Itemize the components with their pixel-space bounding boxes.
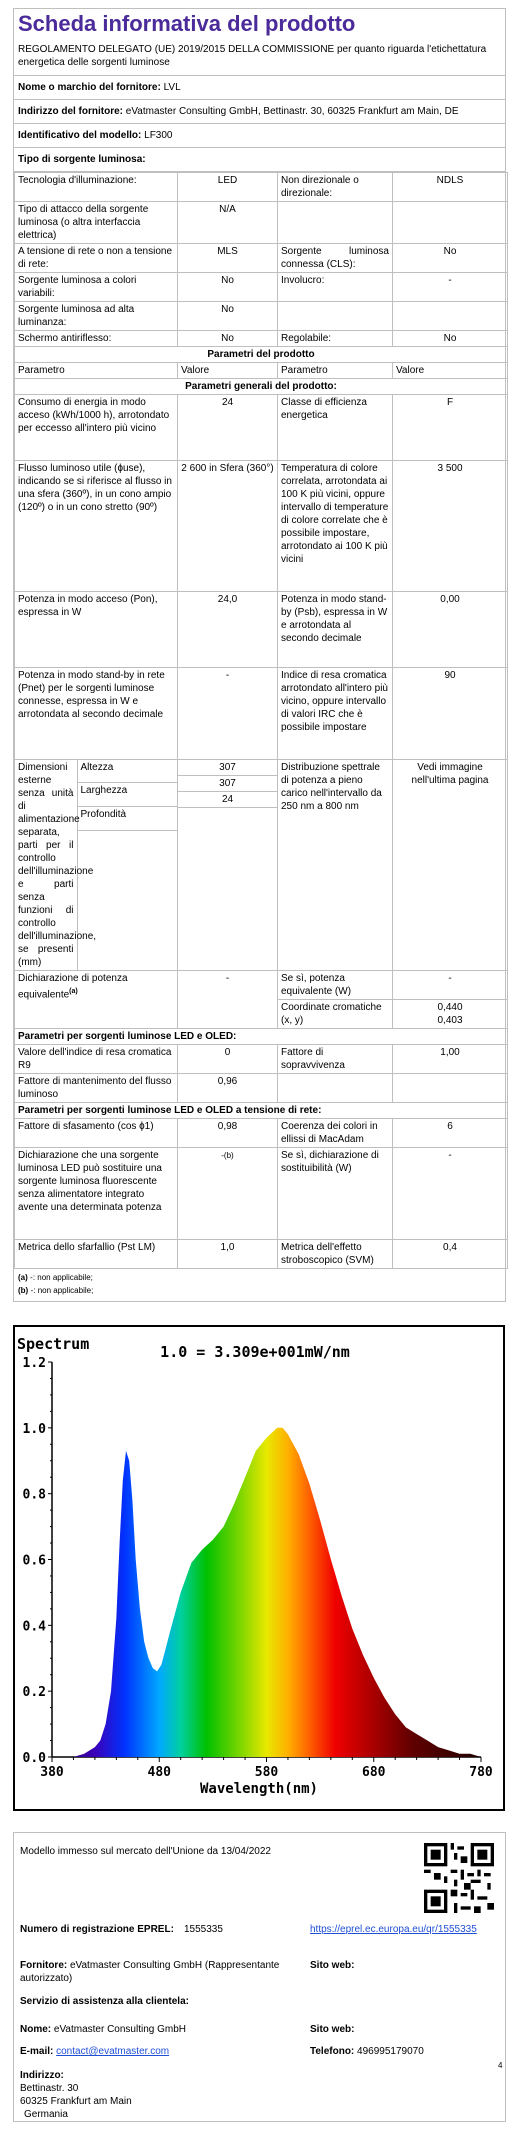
equivalent-power-row — [15, 971, 508, 1000]
params-heading-row — [15, 347, 508, 363]
chroma-y: 0,403 — [437, 1015, 463, 1026]
mains-param-row — [15, 1119, 508, 1148]
source-value: No — [178, 273, 278, 302]
address-line-3: Germania — [24, 2109, 68, 2120]
param-value: 3 500 — [393, 461, 508, 592]
led-param-row — [15, 1074, 508, 1103]
y-tick-label: 1.2 — [22, 1356, 46, 1371]
supplier-address-value: eVatmaster Consulting GmbH, Bettinastr. 30, 60325 Frankfurt am Main, DE — [125, 106, 459, 117]
spd-value: Vedi immagine nell'ultima pagina — [393, 760, 508, 971]
source-label: Sorgente luminosa a colori variabili: — [15, 273, 178, 302]
model-id-row — [14, 124, 505, 148]
chroma-label: Coordinate cromatiche (x, y) — [278, 1000, 393, 1029]
x-tick-label: 580 — [254, 1765, 279, 1780]
dimensions-cell — [15, 760, 178, 971]
mains-param-label: Dichiarazione che una sorgente luminosa LED può sostituire una sorgente luminosa fluorescente senza alimentatore integrato avente una determinata potenza — [15, 1148, 178, 1240]
source-value: NDLS — [393, 173, 508, 202]
footer-supplier-value: eVatmaster Consulting GmbH (Rappresentante autorizzato) — [20, 1960, 280, 1984]
equiv-label-cell — [15, 971, 178, 1029]
footnote-b — [18, 1284, 501, 1297]
source-label: Sorgente luminosa ad alta luminanza: — [15, 302, 178, 331]
service-name-value: eVatmaster Consulting GmbH — [53, 2024, 186, 2035]
supplier-address-row — [14, 100, 505, 124]
dimension-value: 307 — [178, 776, 277, 792]
eprel-value: 1555335 — [184, 1924, 223, 1935]
mains-params-heading: Parametri per sorgenti luminose LED e OLED a tensione di rete: — [15, 1103, 508, 1119]
source-label: Sorgente luminosa connessa (CLS): — [278, 244, 393, 273]
param-value: 0,00 — [393, 592, 508, 668]
y-tick-label: 0.8 — [22, 1487, 46, 1503]
supplier-name-value: LVL — [163, 82, 181, 93]
col-value-header: Valore — [393, 363, 508, 379]
param-value: - — [178, 668, 278, 760]
led-params-heading-row — [15, 1029, 508, 1045]
param-row — [15, 461, 508, 592]
mains-param-label: Fattore di sfasamento (cos ɸ1) — [15, 1119, 178, 1148]
led-params-heading: Parametri per sorgenti luminose LED e OLED: — [15, 1029, 508, 1045]
mains-param-label: Metrica dell'effetto stroboscopico (SVM) — [278, 1240, 393, 1269]
source-type-table — [14, 172, 508, 1269]
page-number: 4 — [498, 2061, 503, 2070]
phone-line — [310, 2045, 424, 2058]
supplier-name-row — [14, 76, 505, 100]
dimension-name: Altezza — [77, 760, 178, 783]
x-tick-label: 780 — [469, 1765, 493, 1780]
product-sheet — [13, 8, 506, 1302]
supplier-address-label: Indirizzo del fornitore: — [18, 106, 123, 117]
address-line-1: Bettinastr. 30 — [20, 2083, 79, 2094]
led-param-label — [278, 1074, 393, 1103]
chart-title: Spectrum — [17, 1335, 90, 1353]
spectrum-area — [52, 1428, 481, 1757]
address-line-2: 60325 Frankfurt am Main — [20, 2096, 132, 2107]
source-row — [15, 202, 508, 244]
source-value: No — [178, 302, 278, 331]
source-row — [15, 331, 508, 347]
dimension-value: 307 — [178, 760, 277, 776]
param-value: 2 600 in Sfera (360°) — [178, 461, 278, 592]
general-params-heading: Parametri generali del prodotto: — [15, 379, 508, 395]
equiv-label: Dichiarazione di potenza equivalente — [18, 973, 128, 1001]
footnote-a-mark: (a) — [18, 1273, 28, 1282]
param-label: Flusso luminoso utile (ɸuse), indicando se si riferisce al flusso in una sfera (360º), in un cono ampio (120º) o in un cono stretto (90º) — [15, 461, 178, 592]
param-label: Potenza in modo stand-by (Psb), espressa in W e arrotondata al secondo decimale — [278, 592, 393, 668]
source-value: - — [393, 273, 508, 302]
param-row — [15, 668, 508, 760]
source-value: MLS — [178, 244, 278, 273]
email-line — [20, 2045, 169, 2058]
dimension-values-cell — [178, 760, 278, 971]
email-link[interactable]: contact@evatmaster.com — [56, 2046, 170, 2057]
source-value: LED — [178, 173, 278, 202]
source-row — [15, 302, 508, 331]
led-param-label: Valore dell'indice di resa cromatica R9 — [15, 1045, 178, 1074]
source-label — [278, 202, 393, 244]
footnote-b-text: -: non applicabile; — [30, 1286, 94, 1295]
market-text: Modello immesso sul mercato dell'Unione da 13/04/2022 — [20, 1846, 271, 1857]
source-value: N/A — [178, 202, 278, 244]
supplier-line — [20, 1959, 300, 1985]
phone-value: 496995179070 — [357, 2046, 424, 2057]
chart-scale-note: 1.0 = 3.309e+001mW/nm — [160, 1343, 350, 1361]
param-label: Potenza in modo stand-by in rete (Pnet) per le sorgenti luminose connesse, espressa in W e arrotondata al secondo decimale — [15, 668, 178, 760]
source-label: Schermo antiriflesso: — [15, 331, 178, 347]
eprel-label: Numero di registrazione EPREL: — [20, 1924, 174, 1935]
mains-params-heading-row — [15, 1103, 508, 1119]
mains-param-label: Coerenza dei colori in ellissi di MacAdam — [278, 1119, 393, 1148]
param-label: Consumo di energia in modo acceso (kWh/1000 h), arrotondato per eccesso all'intero più vicino — [15, 395, 178, 461]
address-label: Indirizzo: — [20, 2070, 64, 2081]
param-value: 24 — [178, 395, 278, 461]
led-param-value — [393, 1074, 508, 1103]
param-label: Potenza in modo acceso (Pon), espressa in W — [15, 592, 178, 668]
params-column-header-row — [15, 363, 508, 379]
led-param-value: 0,96 — [178, 1074, 278, 1103]
footnote-a-text: -: non applicabile; — [30, 1273, 93, 1282]
param-value: F — [393, 395, 508, 461]
led-param-value: 1,00 — [393, 1045, 508, 1074]
col-param-header: Parametro — [15, 363, 178, 379]
mains-param-value: -(b) — [178, 1148, 278, 1240]
chroma-values — [393, 1000, 508, 1029]
source-label — [278, 302, 393, 331]
x-tick-label: 680 — [362, 1765, 386, 1780]
param-value: 90 — [393, 668, 508, 760]
source-row — [15, 173, 508, 202]
spectrum-chart-svg — [15, 1327, 503, 1809]
service-name-label: Nome: — [20, 2024, 52, 2035]
dimensions-row — [15, 760, 508, 971]
y-tick-label: 1.0 — [22, 1421, 46, 1437]
source-value — [393, 202, 508, 244]
spd-label: Distribuzione spettrale di potenza a pieno carico nell'intervallo da 250 nm a 800 nm — [278, 760, 393, 971]
source-label: Tipo di attacco della sorgente luminosa (o altra interfaccia elettrica) — [15, 202, 178, 244]
eprel-link[interactable]: https://eprel.ec.europa.eu/qr/1555335 — [310, 1924, 477, 1935]
source-label: A tensione di rete o non a tensione di rete: — [15, 244, 178, 273]
source-label: Regolabile: — [278, 331, 393, 347]
source-value: No — [393, 331, 508, 347]
dimension-name: Larghezza — [77, 783, 178, 807]
dimension-name: Profondità — [77, 806, 178, 830]
param-label: Classe di efficienza energetica — [278, 395, 393, 461]
source-type-heading: Tipo di sorgente luminosa: — [18, 154, 146, 165]
equiv-value: - — [178, 971, 278, 1029]
mains-param-value: - — [393, 1148, 508, 1240]
dimensions-label: Dimensioni esterne senza unità di alimentazione separata, parti per il controllo dell'illuminazione e parti senza funzioni di controllo dell'illuminazione, se presenti (mm) — [15, 760, 77, 970]
mains-param-label: Se sì, dichiarazione di sostituibilità (W) — [278, 1148, 393, 1240]
y-tick-label: 0.6 — [22, 1553, 46, 1569]
equiv-w-value: - — [393, 971, 508, 1000]
source-label: Involucro: — [278, 273, 393, 302]
params-heading: Parametri del prodotto — [15, 347, 508, 363]
mains-param-value: 0,4 — [393, 1240, 508, 1269]
param-row — [15, 592, 508, 668]
footnote-a — [18, 1271, 501, 1284]
mains-param-row — [15, 1148, 508, 1240]
equiv-w-label: Se sì, potenza equivalente (W) — [278, 971, 393, 1000]
service-heading: Servizio di assistenza alla clientela: — [20, 1996, 189, 2007]
mains-param-value: 1,0 — [178, 1240, 278, 1269]
email-label: E-mail: — [20, 2046, 54, 2057]
supplier-name-label: Nome o marchio del fornitore: — [18, 82, 161, 93]
model-id-label: Identificativo del modello: — [18, 130, 142, 141]
x-tick-label: 380 — [40, 1765, 64, 1780]
col-value-header: Valore — [178, 363, 278, 379]
model-id-value: LF300 — [144, 130, 173, 141]
source-label: Non direzionale o direzionale: — [278, 173, 393, 202]
source-label: Tecnologia d'illuminazione: — [15, 173, 178, 202]
spectrum-chart — [13, 1325, 505, 1811]
source-row — [15, 244, 508, 273]
website-label: Sito web: — [310, 1960, 355, 1971]
y-tick-label: 0.2 — [22, 1685, 46, 1701]
param-row — [15, 395, 508, 461]
chroma-x: 0,440 — [437, 1002, 463, 1013]
phone-label: Telefono: — [310, 2046, 355, 2057]
source-value: No — [393, 244, 508, 273]
led-param-value: 0 — [178, 1045, 278, 1074]
led-param-label: Fattore di sopravvivenza — [278, 1045, 393, 1074]
param-label: Temperatura di colore correlata, arrotondata ai 100 K più vicini, oppure intervallo di temperature di colore correlate che è possibile impostare, arrotondato ai 100 K più vicini — [278, 461, 393, 592]
footer-section — [13, 1832, 506, 2122]
mains-param-value: 6 — [393, 1119, 508, 1148]
footnotes — [14, 1269, 505, 1301]
chart-xlabel: Wavelength(nm) — [199, 1781, 319, 1797]
note-a-marker: (a) — [69, 988, 78, 995]
led-param-row — [15, 1045, 508, 1074]
mains-param-row — [15, 1240, 508, 1269]
param-value: 24,0 — [178, 592, 278, 668]
x-tick-label: 480 — [147, 1765, 171, 1780]
source-row — [15, 273, 508, 302]
service-name-line — [20, 2023, 186, 2036]
col-param-header: Parametro — [278, 363, 393, 379]
y-tick-label: 0.0 — [22, 1751, 46, 1766]
param-label: Indice di resa cromatica arrotondato all'intero più vicino, oppure intervallo di valori IRC che è possibile impostare — [278, 668, 393, 760]
source-type-heading-row — [14, 148, 505, 172]
dimension-value: 24 — [178, 792, 277, 808]
service-website-label: Sito web: — [310, 2024, 355, 2035]
source-value: No — [178, 331, 278, 347]
footer-supplier-label: Fornitore: — [20, 1960, 68, 1971]
source-value — [393, 302, 508, 331]
qr-code-icon[interactable] — [424, 1843, 494, 1913]
y-tick-label: 0.4 — [22, 1619, 46, 1635]
general-params-heading-row — [15, 379, 508, 395]
mains-param-value: 0,98 — [178, 1119, 278, 1148]
regulation-text: REGOLAMENTO DELEGATO (UE) 2019/2015 DELLA COMMISSIONE per quanto riguarda l'etichettatura energetica delle sorgenti luminose — [14, 43, 505, 76]
mains-param-label: Metrica dello sfarfallio (Pst LM) — [15, 1240, 178, 1269]
footnote-b-mark: (b) — [18, 1286, 29, 1295]
page-title: Scheda informativa del prodotto — [18, 11, 356, 36]
dimensions-subtable — [15, 760, 178, 970]
led-param-label: Fattore di mantenimento del flusso luminoso — [15, 1074, 178, 1103]
